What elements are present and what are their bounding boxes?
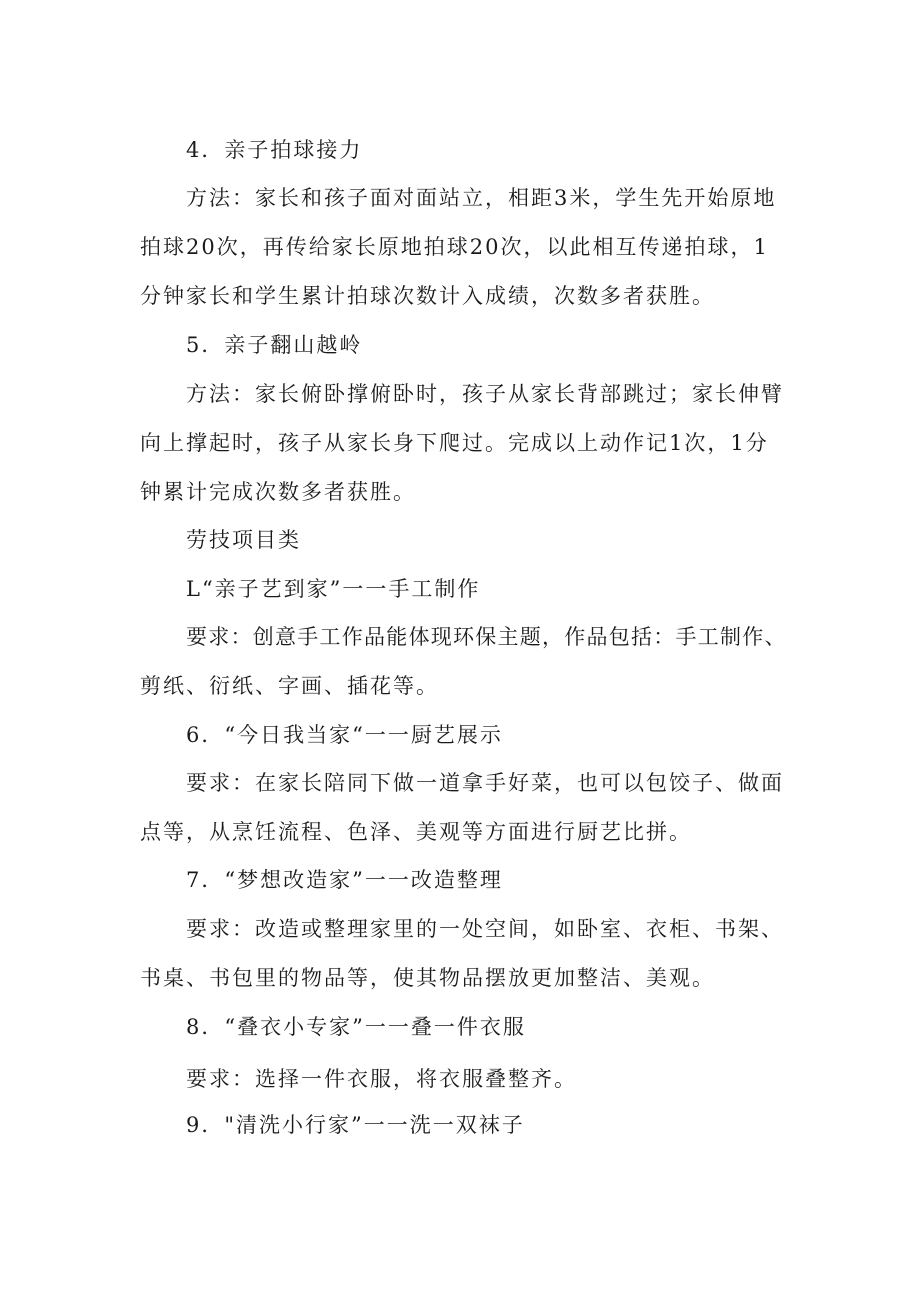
paragraph-line: 方法：家长俯卧撑俯卧时，孩子从家长背部跳过；家长伸臂 bbox=[186, 382, 784, 406]
paragraph-line: 拍球20次，再传给家长原地拍球20次，以此相互传递拍球，1 bbox=[140, 235, 769, 259]
item-heading-9: 9．"清洗小行家”一一洗一双袜子 bbox=[186, 1113, 525, 1137]
item-heading-7: 7．“梦想改造家”一一改造整理 bbox=[186, 868, 503, 892]
paragraph-line: 点等，从烹饪流程、色泽、美观等方面进行厨艺比拼。 bbox=[140, 820, 692, 844]
paragraph-line: 钟累计完成次数多者获胜。 bbox=[140, 480, 416, 504]
item-heading-5: 5．亲子翻山越岭 bbox=[186, 333, 363, 357]
paragraph-line: 要求：在家长陪同下做一道拿手好菜，也可以包饺子、做面 bbox=[186, 771, 784, 795]
item-heading-4: 4．亲子拍球接力 bbox=[186, 138, 363, 162]
item-heading-1: L“亲子艺到家”一一手工制作 bbox=[186, 577, 481, 601]
paragraph-line: 分钟家长和学生累计拍球次数计入成绩，次数多者获胜。 bbox=[140, 284, 715, 308]
paragraph-line: 方法：家长和孩子面对面站立，相距3米，学生先开始原地 bbox=[186, 186, 777, 210]
section-heading: 劳技项目类 bbox=[186, 528, 301, 552]
paragraph-line: 要求：选择一件衣服，将衣服叠整齐。 bbox=[186, 1067, 577, 1091]
paragraph-line: 向上撑起时，孩子从家长身下爬过。完成以上动作记1次，1分 bbox=[140, 431, 769, 455]
paragraph-line: 书桌、书包里的物品等，使其物品摆放更加整洁、美观。 bbox=[140, 966, 715, 990]
paragraph-line: 剪纸、衍纸、字画、插花等。 bbox=[140, 674, 439, 698]
item-heading-8: 8．“叠衣小专家”一一叠一件衣服 bbox=[186, 1015, 526, 1039]
item-heading-6: 6．“今日我当家“一一厨艺展示 bbox=[186, 723, 503, 747]
paragraph-line: 要求：创意手工作品能体现环保主题，作品包括：手工制作、 bbox=[186, 625, 787, 649]
paragraph-line: 要求：改造或整理家里的一处空间，如卧室、衣柜、书架、 bbox=[186, 917, 784, 941]
